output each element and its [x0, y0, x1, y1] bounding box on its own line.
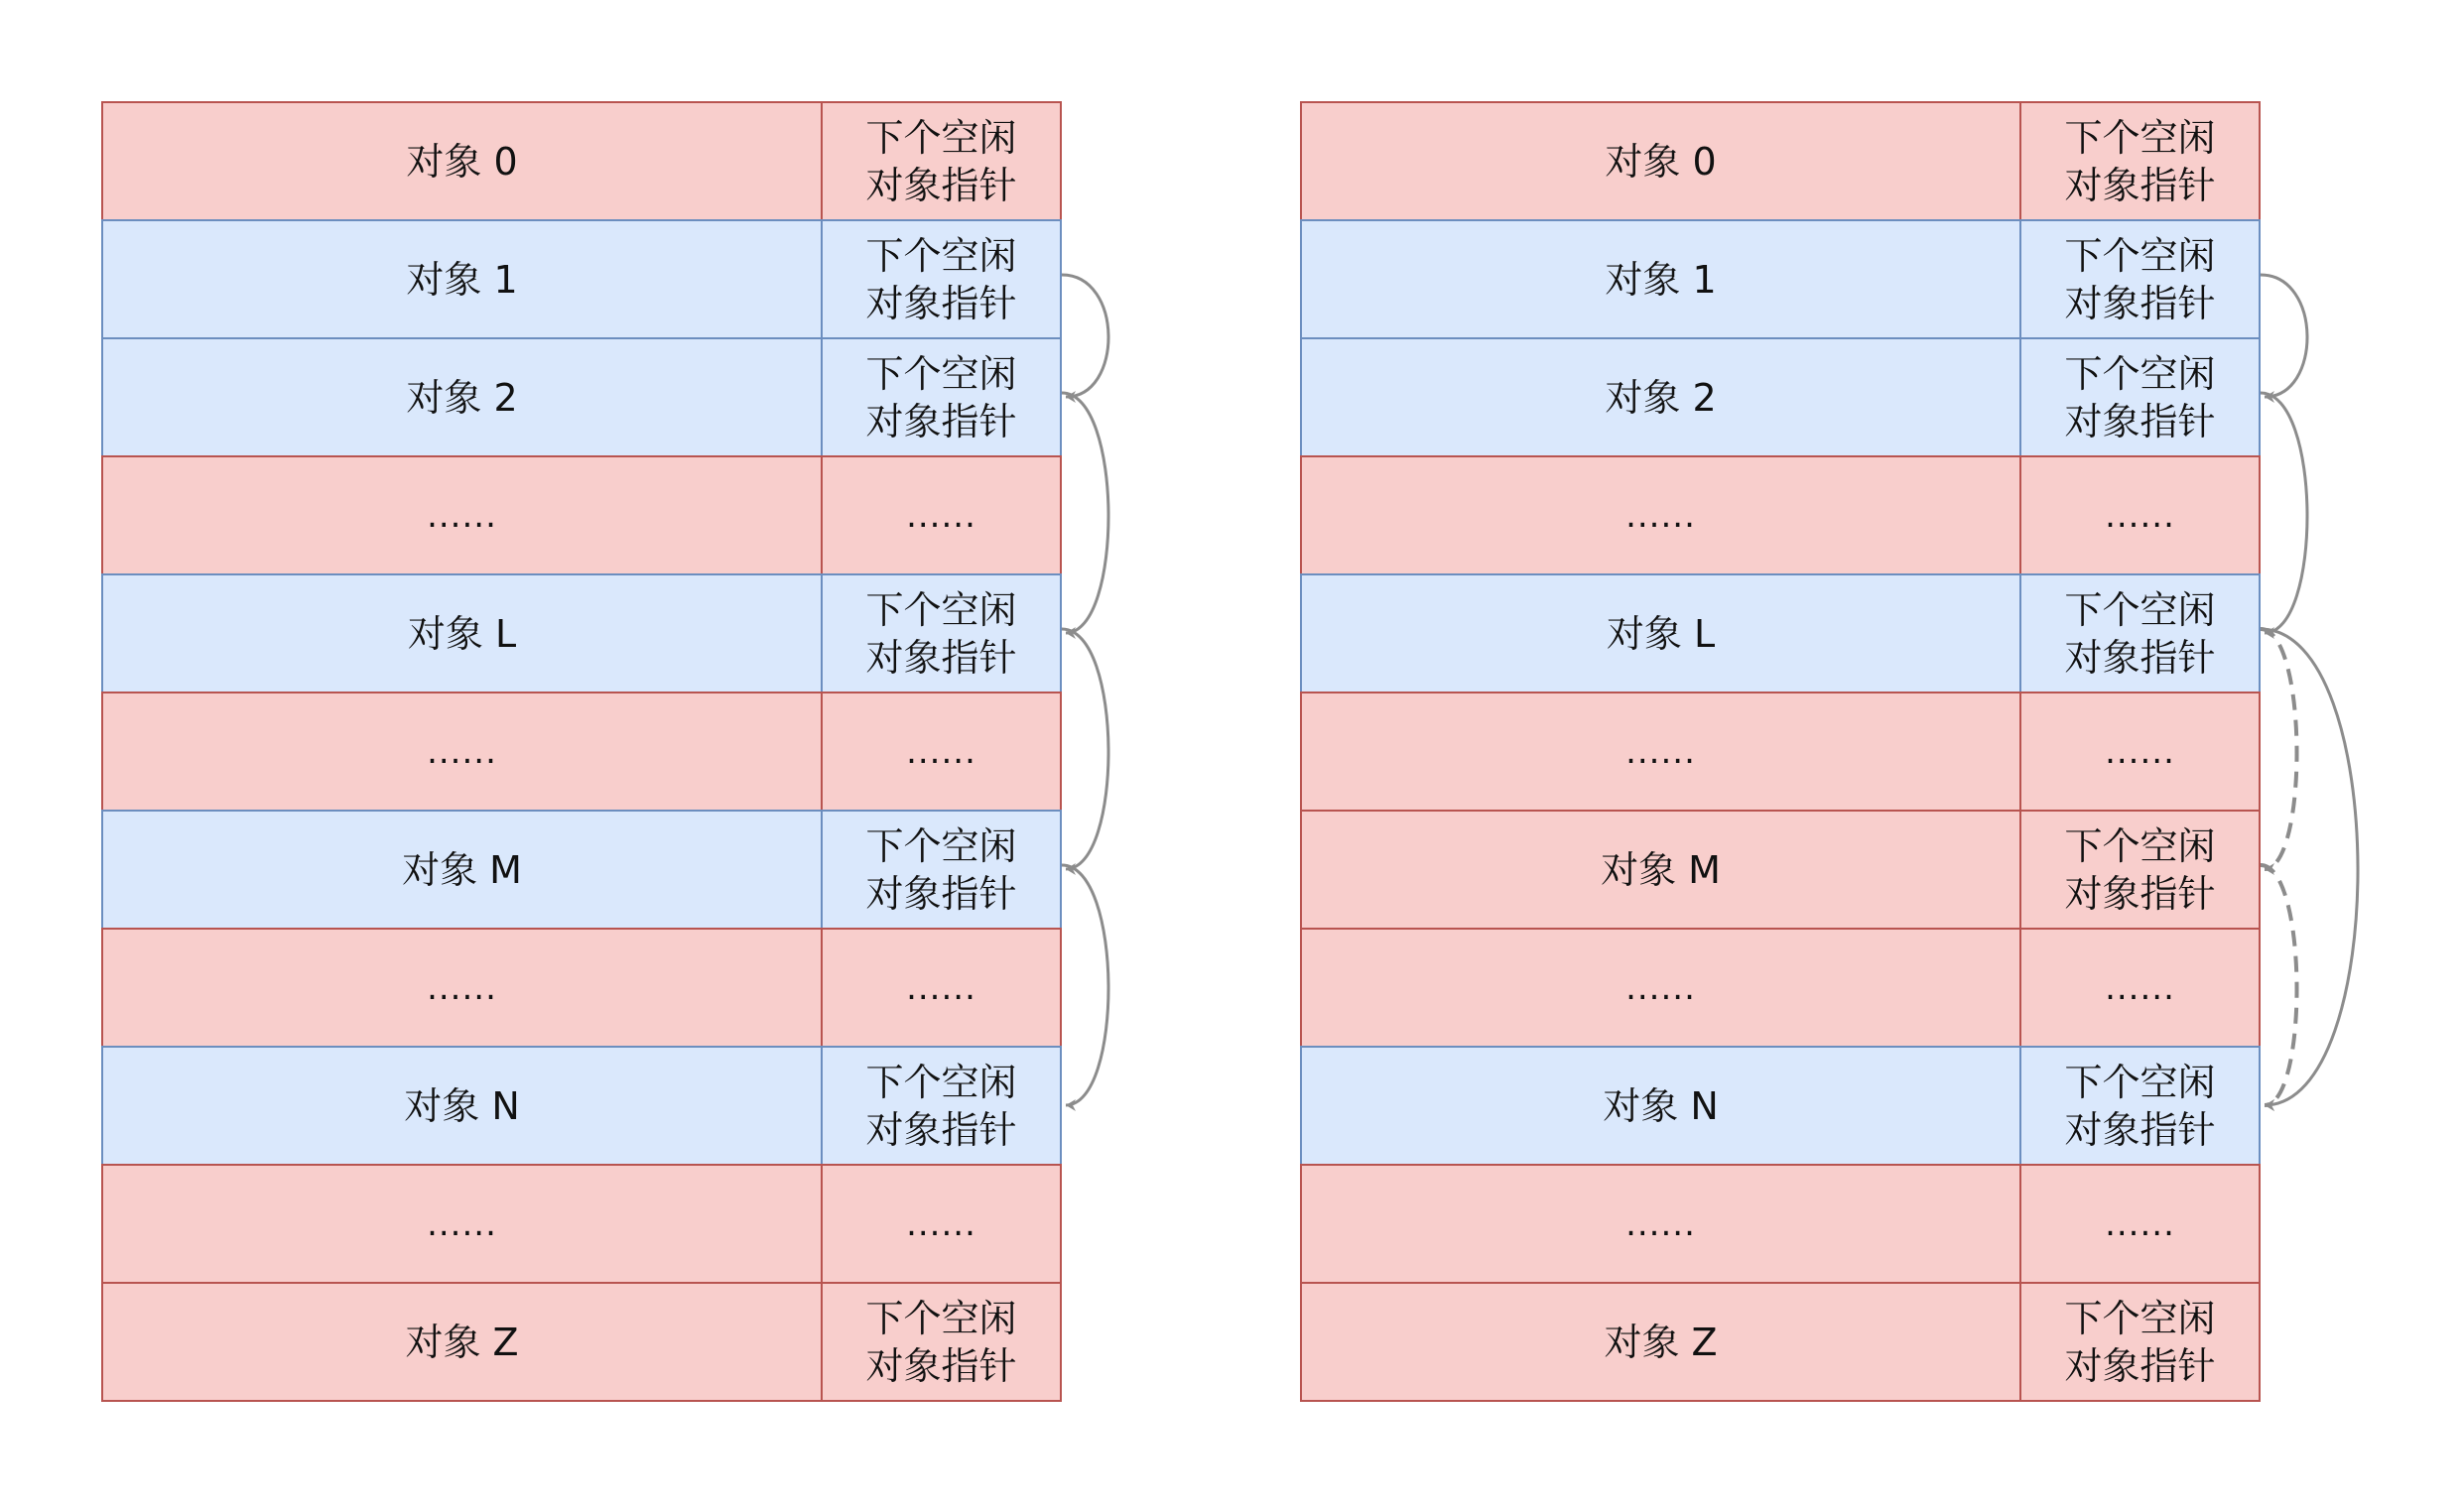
pointer-label-line: ......	[2105, 731, 2175, 772]
next-pointer-arrow	[1062, 865, 1108, 1105]
object-name-cell: 对象 M	[1300, 810, 2021, 930]
object-row	[1300, 455, 2261, 575]
object-row	[1300, 692, 2261, 812]
next-free-pointer-cell	[2019, 928, 2261, 1048]
object-row	[1300, 573, 2261, 693]
pointer-label-line: 对象指针	[2064, 1107, 2216, 1152]
object-name-cell: ......	[101, 1164, 823, 1284]
pointer-label-line: 对象指针	[865, 399, 1017, 443]
pointer-label-line: 下个空闲	[865, 233, 1017, 278]
object-name-cell: 对象 0	[101, 101, 823, 221]
object-row	[101, 337, 1062, 457]
pointer-label-line: 下个空闲	[2064, 351, 2216, 396]
object-row	[101, 928, 1062, 1048]
pointer-label-line: ......	[906, 1203, 976, 1244]
next-free-pointer-cell	[2019, 1046, 2261, 1166]
object-row	[1300, 101, 2261, 221]
next-free-pointer-cell	[2019, 1282, 2261, 1402]
object-name-cell: ......	[101, 692, 823, 812]
pointer-label-line: 对象指针	[2064, 1343, 2216, 1388]
object-name-cell: ......	[101, 928, 823, 1048]
pointer-label-line: 下个空闲	[2064, 587, 2216, 632]
object-name-cell: 对象 L	[101, 573, 823, 693]
pointer-label-line: 对象指针	[2064, 281, 2216, 325]
pointer-label-line: 下个空闲	[2064, 823, 2216, 868]
object-row	[101, 1046, 1062, 1166]
next-free-pointer-cell	[821, 1046, 1062, 1166]
next-free-pointer-cell	[2019, 692, 2261, 812]
object-row	[1300, 1164, 2261, 1284]
object-name-cell: ......	[1300, 692, 2021, 812]
next-pointer-arrow	[1062, 629, 1108, 869]
next-pointer-arrow	[2261, 393, 2307, 633]
next-pointer-arrow	[2261, 629, 2358, 1105]
free-list-panel-before	[101, 101, 1062, 1402]
object-row	[1300, 337, 2261, 457]
free-list-panel-after	[1300, 101, 2261, 1402]
pointer-label-line: 下个空闲	[2064, 1060, 2216, 1104]
object-row	[101, 455, 1062, 575]
object-name-cell: 对象 2	[1300, 337, 2021, 457]
pointer-label-line: 下个空闲	[2064, 233, 2216, 278]
object-row	[101, 1282, 1062, 1402]
next-free-pointer-cell	[821, 337, 1062, 457]
object-name-cell: 对象 1	[1300, 219, 2021, 339]
object-name-cell: 对象 M	[101, 810, 823, 930]
pointer-label-line: 对象指针	[865, 1343, 1017, 1388]
dashed-next-pointer-arrow	[2261, 865, 2297, 1105]
object-name-cell: 对象 2	[101, 337, 823, 457]
pointer-label-line: ......	[906, 731, 976, 772]
object-name-cell: 对象 N	[101, 1046, 823, 1166]
pointer-label-line: 对象指针	[865, 635, 1017, 680]
next-free-pointer-cell	[2019, 101, 2261, 221]
dashed-next-pointer-arrow	[2261, 629, 2297, 869]
next-free-pointer-cell	[2019, 573, 2261, 693]
object-row	[1300, 1282, 2261, 1402]
pointer-label-line: 下个空闲	[865, 587, 1017, 632]
pointer-label-line: ......	[2105, 495, 2175, 536]
pointer-label-line: 对象指针	[865, 281, 1017, 325]
next-free-pointer-cell	[821, 101, 1062, 221]
pointer-label-line: 对象指针	[865, 871, 1017, 916]
next-free-pointer-cell	[2019, 1164, 2261, 1284]
next-free-pointer-cell	[2019, 810, 2261, 930]
next-free-pointer-cell	[2019, 337, 2261, 457]
object-row	[101, 573, 1062, 693]
next-pointer-arrow	[1062, 275, 1108, 397]
pointer-label-line: 对象指针	[2064, 399, 2216, 443]
next-free-pointer-cell	[2019, 219, 2261, 339]
next-free-pointer-cell	[821, 219, 1062, 339]
pointer-label-line: ......	[906, 967, 976, 1008]
pointer-label-line: 下个空闲	[865, 823, 1017, 868]
object-name-cell: ......	[1300, 455, 2021, 575]
pointer-label-line: 对象指针	[2064, 163, 2216, 207]
next-pointer-arrow	[1062, 393, 1108, 633]
object-name-cell: 对象 N	[1300, 1046, 2021, 1166]
next-free-pointer-cell	[2019, 455, 2261, 575]
pointer-label-line: 对象指针	[2064, 635, 2216, 680]
pointer-label-line: ......	[2105, 1203, 2175, 1244]
object-row	[1300, 810, 2261, 930]
object-name-cell: 对象 0	[1300, 101, 2021, 221]
object-name-cell: ......	[1300, 928, 2021, 1048]
object-name-cell: 对象 1	[101, 219, 823, 339]
next-free-pointer-cell	[821, 692, 1062, 812]
next-free-pointer-cell	[821, 1282, 1062, 1402]
object-name-cell: 对象 Z	[1300, 1282, 2021, 1402]
pointer-label-line: 下个空闲	[865, 115, 1017, 160]
object-row	[101, 1164, 1062, 1284]
object-name-cell: 对象 L	[1300, 573, 2021, 693]
next-pointer-arrow	[2261, 275, 2307, 397]
pointer-label-line: 下个空闲	[865, 1296, 1017, 1340]
object-row	[101, 692, 1062, 812]
next-free-pointer-cell	[821, 1164, 1062, 1284]
object-name-cell: 对象 Z	[101, 1282, 823, 1402]
pointer-label-line: ......	[2105, 967, 2175, 1008]
pointer-label-line: 下个空闲	[865, 351, 1017, 396]
pointer-label-line: 对象指针	[865, 163, 1017, 207]
object-name-cell: ......	[101, 455, 823, 575]
object-row	[1300, 1046, 2261, 1166]
object-row	[101, 810, 1062, 930]
next-free-pointer-cell	[821, 455, 1062, 575]
next-free-pointer-cell	[821, 573, 1062, 693]
object-row	[1300, 928, 2261, 1048]
object-row	[1300, 219, 2261, 339]
pointer-label-line: 下个空闲	[2064, 115, 2216, 160]
pointer-label-line: 对象指针	[865, 1107, 1017, 1152]
pointer-label-line: 对象指针	[2064, 871, 2216, 916]
pointer-label-line: 下个空闲	[2064, 1296, 2216, 1340]
pointer-label-line: ......	[906, 495, 976, 536]
next-free-pointer-cell	[821, 928, 1062, 1048]
object-row	[101, 101, 1062, 221]
next-free-pointer-cell	[821, 810, 1062, 930]
pointer-label-line: 下个空闲	[865, 1060, 1017, 1104]
object-row	[101, 219, 1062, 339]
object-name-cell: ......	[1300, 1164, 2021, 1284]
